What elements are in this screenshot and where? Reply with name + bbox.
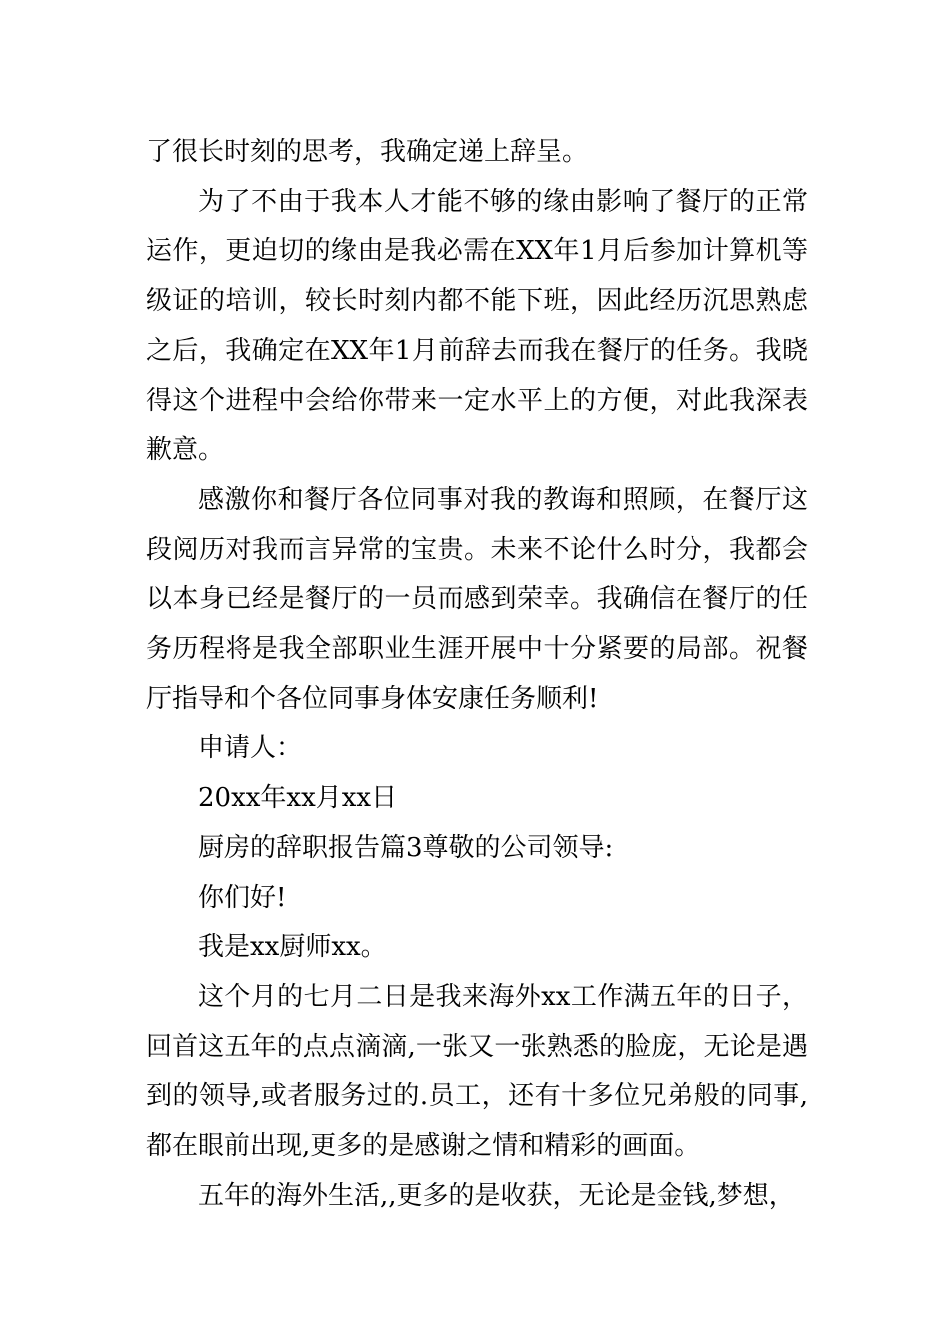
self-introduction: 我是xx厨师xx。 bbox=[198, 932, 387, 963]
paragraph-overseas-life: 五年的海外生活,,更多的是收获，无论是金钱,梦想， bbox=[198, 1180, 795, 1211]
greeting: 你们好! bbox=[198, 882, 287, 913]
applicant-label: 申请人： bbox=[198, 733, 303, 764]
section-heading: 厨房的辞职报告篇3尊敬的公司领导: bbox=[198, 832, 614, 863]
paragraph-continuation: 了很长时刻的思考，我确定递上辞呈。 bbox=[146, 137, 589, 167]
paragraph-five-years: 这个月的七月二日是我来海外xx工作满五年的日子，回首这五年的点点滴滴,一张又一张熟悉的脸庞，无论是遇到的领导,或者服务过的.员工，还有十多位兄弟般的同事,都在眼前出现,更多的是感谢之情和精彩的画面。 bbox=[146, 981, 808, 1162]
paragraph-gratitude: 感激你和餐厅各位同事对我的教诲和照顾，在餐厅这段阅历对我而言异常的宝贵。未来不论什么时分，我都会以本身已经是餐厅的一员而感到荣幸。我确信在餐厅的任务历程将是我全部职业生涯开展中十分紧要的局部。祝餐厅指导和个各位同事身体安康任务顺利! bbox=[146, 484, 808, 714]
document-body bbox=[146, 128, 808, 1221]
date-line: 20xx年xx月xx日 bbox=[198, 783, 398, 814]
paragraph-resignation-reason: 为了不由于我本人才能不够的缘由影响了餐厅的正常运作，更迫切的缘由是我必需在XX年1月后参加计算机等级证的培训，较长时刻内都不能下班，因此经历沉思熟虑之后，我确定在XX年1月前辞去而我在餐厅的任务。我晓得这个进程中会给你带来一定水平上的方便，对此我深表歉意。 bbox=[146, 186, 808, 466]
